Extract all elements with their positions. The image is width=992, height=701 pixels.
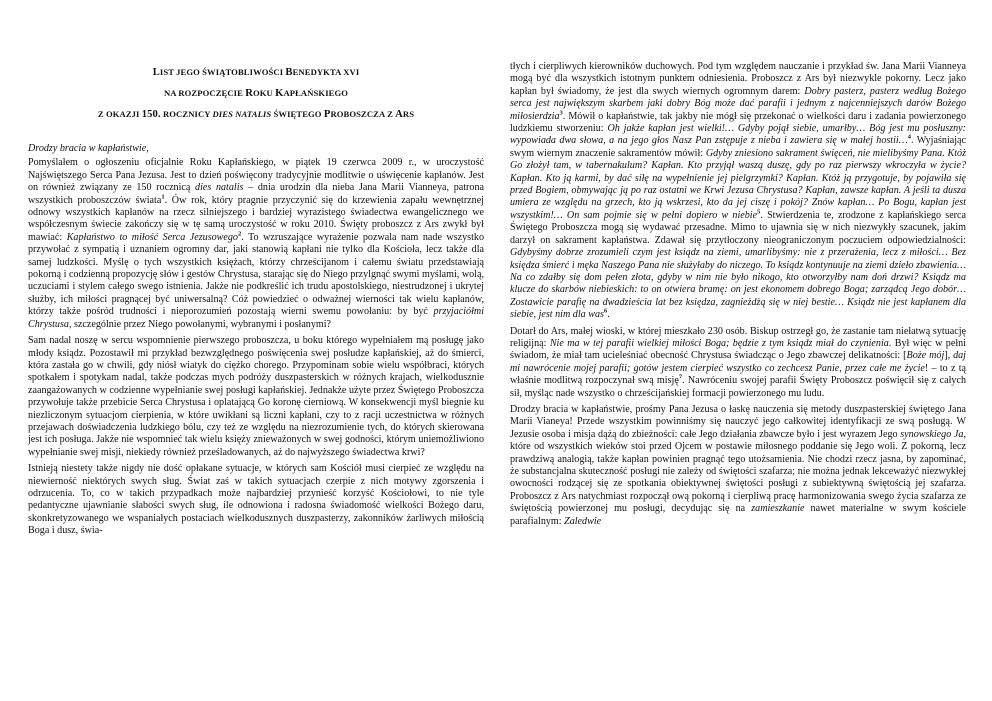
italic-text: Nie ma w tej parafii wielkiej miłości Boga; będzie z tym ksiądz miał do czynienia xyxy=(549,337,889,349)
italic-text: synowskiego Ja xyxy=(900,428,964,440)
paragraph-text: , szczególnie przez Niego powołanymi, wybranymi i posłanymi? xyxy=(68,318,332,330)
title-text: P xyxy=(323,109,331,120)
footnote-marker: 7 xyxy=(678,373,683,381)
right-column xyxy=(510,0,966,701)
italic-text: Gdybyśmy dobrze zrozumieli czym jest ksiądz na ziemi, umarlibyśmy: nie z przerażenia, lecz z miłości… Bez księdza śmierć i męka Naszego Pana nie służyłaby do niczego. To ksiądz kontynuuje na ziemi dzieło zbawienia… Na co zdałby się dom pełen złota, gdyby w nim nie było nikogo, kto otworzyłby nam doń drzwi? Ksiądz ma klucze do skarbów niebieskich: to on otwiera bramę: on jest ekonomem dobrego Boga; zarządcą Jego dobór… Zostawicie parafię na dwadzieścia lat bez księdza, zagnieżdżą się w niej bestie… Ksiądz nie jest kapłanem dla siebie, jest nim dla was xyxy=(510,247,966,321)
paragraph-5 xyxy=(510,326,966,400)
title-text: B xyxy=(285,67,293,78)
title-text: L xyxy=(152,67,160,78)
paragraph-text: . Wyjaśniając swym wiernym znaczenie sakramentów mówił: xyxy=(510,135,966,159)
italic-text: Dobry pasterz, pasterz według Bożego serca jest największym skarbem jaki dobry Bóg może dać parafii i jednym z najcenniejszych darów Bożego miłosierdzia xyxy=(510,85,966,122)
paragraph-1 xyxy=(28,157,484,331)
paragraph-text: , które od wszystkich wieków stoi przed Ojcem w postawie miłosnego poddanie się Jego woli. Z pokorną, lecz prawdziwą analogią, także kapłan powinien pragnąć tego utożsamienia. Nie chodzi rzecz jasna, by zapominać, że substancjalna skuteczność posługi nie zależy od świętości szafarza; nie można jednak lekceważyć niezwykłej owocności rodzącej się ze spotkania obiektywnej świętości posługi z subiektywną świętością jej szafarza. Proboszcz z Ars natychmiast rozpoczął ową pokorną i cierpliwą pracę harmonizowania swego życia szafarza ze świętością powierzonej mu posługi, decydując się na xyxy=(510,428,966,515)
paragraph-text: . To wzruszające wyrażenie pozwala nam nade wszystko przywołać z sympatią i uznaniem ogromny dar, jaki stanowią kapłani nie tylko dla Kościoła, lecz także dla samej ludzkości. Myślę o tych wszystkich księżach, którzy chrześcijanom i całemu światu przedstawiają pokorną i codzienną propozycję słów i gestów Chrystusa, starając się do Niego przylgnąć swymi myślami, wolą, uczuciami i stylem całego swego istnienia. Jakże nie podkreślić ich trudu apostolskiego, niestrudzonej i ukrytej służby, ich miłości pragnącej być uniwersalną? Cóż powiedzieć o odważnej wierności tak wielu kapłanów, którzy także pośród trudności i nieporozumień pozostają wierni swemu powołaniu: by być xyxy=(28,231,484,318)
title-text: ROCZNICY xyxy=(160,109,213,119)
paragraph-text: . Stwierdzenia te, zrodzone z kapłańskiego serca Świętego Proboszcza mogą się wydawać przesadne. Mimo to ujawnia się w nich niezwykły szacunek, jakim darzył on sakrament kapłaństwa. Zdawał się przytłoczony nieograniczonym poczuciem odpowiedzialności: xyxy=(510,209,966,246)
footnote-marker: 6 xyxy=(603,307,608,315)
italic-text: Kapłaństwo to miłość Serca Jezusowego xyxy=(66,231,238,243)
title-text: ŚWIĘTEGO xyxy=(271,109,324,119)
footnote-marker: 3 xyxy=(559,109,563,117)
title-text: ENEDYKTA XVI xyxy=(292,67,360,77)
italic-text: daj mi nawrócenie mojej parafii; gotów jestem cierpieć wszystko co zechcesz Panie, przez całe me życie xyxy=(510,350,966,374)
title-text: K xyxy=(275,88,284,99)
footnote-marker: 4 xyxy=(907,134,911,142)
paragraph-text: Dotarł do Ars, małej wioski, w której mieszkało 230 osób. Biskup ostrzegł go, że zastanie tam niełatwą sytuację religijną: xyxy=(510,325,966,349)
paragraph-text: . Ów rok, który pragnie przyczynić się do krzewienia zapału wewnętrznej odnowy wszystkich kapłanów na rzecz silniejszego i bardziej wyrazistego świadectwa ewangelicznego we współczesnym świecie zakończy się w tę samą uroczystość w roku 2010. Święty proboszcz z Ars zwykł był mawiać: xyxy=(28,194,484,243)
paragraph-text: . Nawróceniu swojej parafii Święty Proboszcz poświęcił się z całych sił, myśląc nade wszystko o chrześcijańskiej formacji powierzonego mu ludu. xyxy=(510,375,966,399)
left-column xyxy=(28,0,484,701)
italic-text: dies natalis xyxy=(195,182,244,194)
title-text: ROBOSZCZA Z xyxy=(330,109,396,119)
italic-text: Zaledwie xyxy=(564,515,602,527)
letter-title-line-1 xyxy=(28,66,484,79)
title-text: APŁAŃSKIEGO xyxy=(283,88,349,98)
paragraph-text: tłych i cierpliwych kierowników duchowych. Pod tym względem nauczanie i przykład św. Jana Marii Vianneya mogą być dla wszystkich istotnym punktem odniesienia. Proboszcz z Ars był niezwykle pokorny. Lecz jako kapłan był świadomy, że jest dla swych wiernych ogromnym darem: xyxy=(510,61,966,97)
title-text: RS xyxy=(402,109,415,119)
title-text: Z OKAZJI xyxy=(97,109,142,119)
footnote-marker: 5 xyxy=(757,208,761,216)
italic-text: Gdyby zniesiono sakrament święceń, nie mielibyśmy Pana. Któż Go złożył tam, w tabernakulum? Kapłan. Kto przyjął waszą duszę, gdy po raz pierwszy wkroczyła w życie? Kapłan. Kto ją karmi, by dać siłę na wypełnienie jej pielgrzymki? Kapłan. Któż ją przygotuje, by pojawiła się przed Bogiem, obmywając ją po raz ostatni we Krwi Jezusa Chrystusa? Kapłan, zawsze kapłan. A jeśli ta dusza umiera ze względu na grzech, kto ją wskrzesi, kto da jej ciszę i pokój? Znów kapłan… Po Bogu, kapłan jest wszystkim!… On sam pojmie się w pełni dopiero w niebie xyxy=(510,147,966,221)
paragraph-text: Pomyślałem o ogłoszeniu oficjalnie Roku Kapłańskiego, w piątek 19 czerwca 2009 r., w uroczystość Najświętszego Serca Pana Jezusa. Jest to dzień poświęcony tradycyjnie modlitwie o uświęcenie kapłanów. Jest on również związany ze 150 rocznicą xyxy=(28,157,484,194)
title-text: NA ROZPOCZĘCIE xyxy=(163,88,246,98)
title-text: OKU xyxy=(252,88,276,98)
paragraph-text: . Był więc w pełni świadom, że miał tam ucieleśniać obecność Chrystusa świadcząc o Jego zbawczej delikatności: [ xyxy=(510,337,966,362)
italic-text: Boże mój xyxy=(906,350,945,362)
paragraph-text: . xyxy=(607,309,610,321)
letter-title-line-3 xyxy=(28,108,484,121)
italic-text: Oh jakże kapłan jest wielki!… Gdyby pojął siebie, umarłby… Bóg jest mu posłuszny: wypowiada dwa słowa, a na jego głos Nasz Pan zstępuje z nieba i zawiera się w małej hostii… xyxy=(510,123,966,147)
italic-text: zamieszkanie xyxy=(751,503,805,515)
paragraph-text: Drodzy bracia w kapłaństwie, prośmy Pana Jezusa o łaskę nauczenia się metody duszpasterskiej świętego Jana Marii Vianeya! Przede wszystkim powinniśmy się nauczyć jego całkowitej identyfikacji ze swą posługą. W Jezusie osoba i misja dążą do zbieżności: całe Jego działania zbawcze było i jest wyrazem Jego xyxy=(510,403,966,440)
paragraph-text: ], xyxy=(944,350,954,362)
letter-title-line-2 xyxy=(28,87,484,100)
paragraph-text: ! – to z tą właśnie modlitwą rozpoczynał swą misję xyxy=(510,362,966,387)
footnote-marker: 2 xyxy=(237,230,242,238)
italic-text: przyjaciółmi Chrystusa xyxy=(28,306,484,330)
title-text: DIES NATALIS xyxy=(212,109,272,119)
title-text: R xyxy=(245,88,253,99)
footnote-marker: 1 xyxy=(161,193,165,201)
paragraph-3: Istnieją niestety także nigdy nie dość opłakane sytuacje, w których sam Kościół musi cierpieć ze względu na niewierność niektórych swych sług. Świat zaś w takich sytuacjach czerpie z nich motywy zgorszenia i odrzucenia. To, co w takich przypadkach może najbardziej przynieść korzyść Kościołowi, to nie tyle pedantyczne ujawnianie słabości swych sług, ile odnowiona i radosna świadomość wielkości Bożego daru, skonkretyzowanego we wspaniałych postaciach wielkodusznych duszpasterzy, zakonników żarliwych miłością Boga i dusz, świa- xyxy=(28,463,484,537)
paragraph-6 xyxy=(510,404,966,528)
title-text: A xyxy=(395,109,403,120)
paragraph-2: Sam nadal noszę w sercu wspomnienie pierwszego proboszcza, u boku którego wypełniałem mą posługę jako młody ksiądz. Pozostawił mi przykład bezwzględnego poświęcenia swej posłudze kapłańskiej, aż do śmierci, która zastała go w chwili, gdy niósł wiatyk do ciężko chorego. Przypominam sobie wielu współbraci, których spotkałem i spotykam nadal, także podczas mych podróży duszpasterskich w różnych krajach, wielkodusznie zaangażowanych w codzienne wypełnianie swej posługi kapłańskiej. Jednakże użyte przez Świętego Proboszcza przywołuje także przebicie Serca Chrystusa i oplatającą Go koronę cierniową. W konsekwencji myśl biegnie ku niezliczonym sytuacjom cierpienia, w które uwikłani są liczni kapłani, czy to z racji uczestnictwa w różnych przejawach doświadczenia ludzkiego bólu, czy też ze względu na niezrozumienie tych, do których skierowana jest ich posługa. Jakże nie wspomnieć tak wielu księży znieważonych w swej godności, którym uniemożliwiono wypełnianie swej misji, niekiedy również prześladowanych, aż do najwyższego świadectwa krwi? xyxy=(28,335,484,458)
title-text: 150. xyxy=(141,109,161,120)
paragraph-text: nawet materialne w swym kościele parafialnym: xyxy=(510,503,966,527)
greeting: Drodzy bracia w kapłaństwie, xyxy=(28,143,149,154)
paragraph-text: – dnia urodzin dla nieba Jana Marii Vianneya, patrona wszystkich proboszczów świata xyxy=(28,182,484,206)
title-text: IST JEGO ŚWIĄTOBLIWOŚCI xyxy=(159,67,286,77)
paragraph-4 xyxy=(510,61,966,322)
paragraph-text: . Mówił o kapłaństwie, tak jakby nie mógł się przekonać o wielkości daru i zadania powierzonego ludzkiemu stworzeniu: xyxy=(510,110,966,135)
